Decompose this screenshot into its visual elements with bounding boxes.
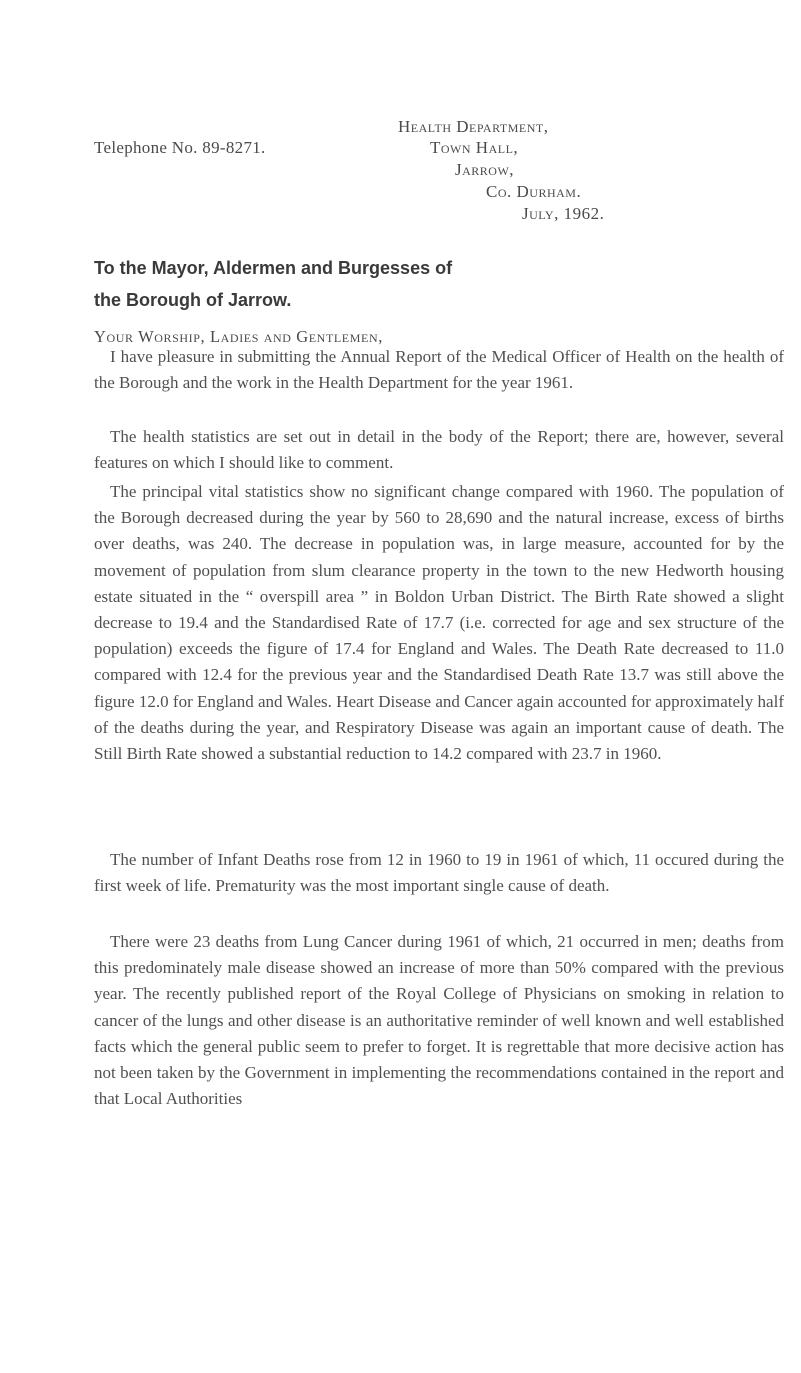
- paragraph-intro: I have pleasure in submitting the Annual Report of the Medical Officer of Health on the health of the Borough and the work in the Health Department for the year 1961.: [94, 347, 784, 393]
- addressee-line-2: the Borough of Jarrow.: [94, 290, 292, 310]
- address-line-county: Co. Durham.: [486, 182, 582, 201]
- letter-date: July, 1962.: [522, 204, 605, 223]
- addressee-line-1: To the Mayor, Aldermen and Burgesses of: [94, 258, 453, 278]
- address-line-building: Town Hall,: [430, 138, 519, 157]
- address-line-town: Jarrow,: [455, 160, 515, 179]
- paragraph-infant-deaths: The number of Infant Deaths rose from 12 in 1960 to 19 in 1961 of which, 11 occured during the first week of life. Prematurity was the most important single cause of death.: [94, 850, 784, 896]
- addressee: [94, 252, 614, 316]
- address-line-department: Health Department,: [398, 117, 549, 136]
- telephone-number: Telephone No. 89-8271.: [94, 138, 266, 157]
- salutation: Your Worship, Ladies and Gentlemen,: [94, 327, 383, 346]
- paragraph-vital-statistics: The principal vital statistics show no significant change compared with 1960. The population of the Borough decreased during the year by 560 to 28,690 and the natural increase, excess of births over deaths, was 240. The decrease in population was, in large measure, accounted for by the movement of population from slum clearance property in the town to the new Hedworth housing estate situated in the “ overspill area ” in Boldon Urban District. The Birth Rate showed a slight decrease to 19.4 and the Standardised Rate of 17.7 (i.e. corrected for age and sex structure of the population) exceeds the figure of 17.4 for England and Wales. The Death Rate decreased to 11.0 compared with 12.4 for the previous year and the Standardised Death Rate 13.7 was still above the figure 12.0 for England and Wales. Heart Disease and Cancer again accounted for approximately half of the deaths during the year, and Respiratory Disease was again an important cause of death. The Still Birth Rate showed a substantial reduction to 14.2 compared with 23.7 in 1960.: [94, 482, 784, 764]
- paragraph-lung-cancer: There were 23 deaths from Lung Cancer during 1961 of which, 21 occurred in men; deaths from this predominately male disease showed an increase of more than 50% compared with the previous year. The recently published report of the Royal College of Physicians on smoking in relation to cancer of the lungs and other disease is an authoritative reminder of well known and well established facts which the general public seem to prefer to forget. It is regrettable that more decisive action has not been taken by the Government in implementing the recommendations contained in the report and that Local Authorities: [94, 932, 784, 1109]
- paragraph-statistics-intro: The health statistics are set out in detail in the body of the Report; there are, however, several features on which I should like to comment.: [94, 427, 784, 473]
